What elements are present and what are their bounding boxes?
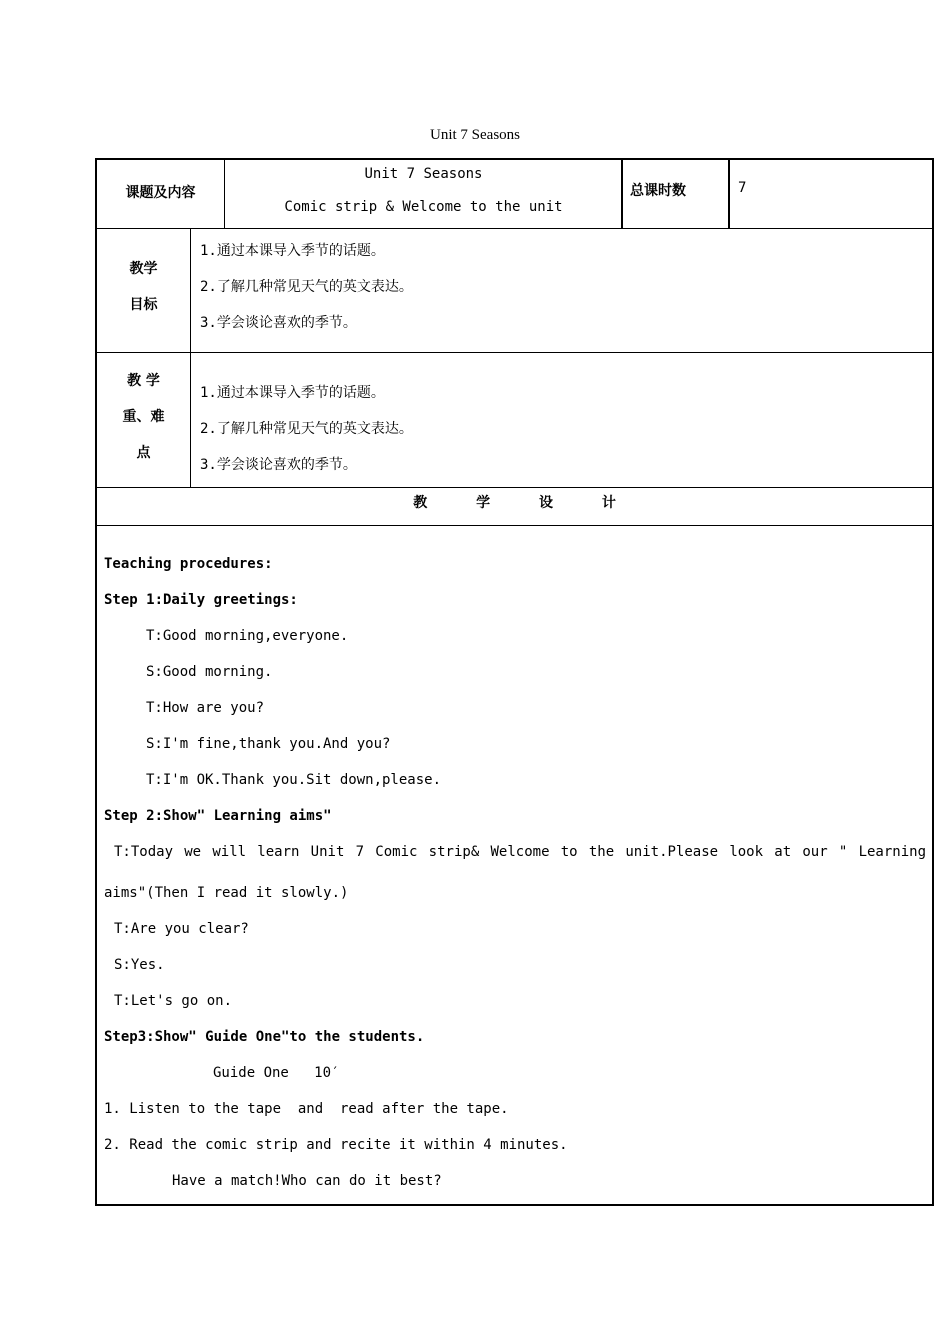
objectives-label: 教学 (129, 261, 158, 277)
topic-line1: Unit 7 Seasons (364, 166, 483, 182)
dialogue-line: S:I'm fine,thank you.And you? (146, 736, 391, 752)
step3-heading: Step3:Show" Guide One"to the students. (104, 1029, 425, 1045)
guide-title: Guide One 10′ (213, 1065, 340, 1081)
objective-item: 3.学会谈论喜欢的季节。 (200, 315, 357, 331)
row-divider (95, 525, 934, 526)
step2-heading: Step 2:Show" Learning aims" (104, 808, 332, 824)
col-divider (621, 158, 623, 228)
row-divider (95, 352, 934, 353)
key-point-item: 3.学会谈论喜欢的季节。 (200, 457, 357, 473)
dialogue-line: aims"(Then I read it slowly.) (104, 885, 349, 901)
topic-line2: Comic strip & Welcome to the unit (284, 199, 563, 215)
dialogue-line: S:Yes. (114, 957, 165, 973)
dialogue-line: T:Let's go on. (114, 993, 233, 1009)
row-divider (95, 487, 934, 488)
guide-item: 1. Listen to the tape and read after the tape. (104, 1101, 509, 1117)
teaching-design-header (95, 492, 934, 512)
col-divider (190, 228, 191, 488)
key-points-label: 重、难 (122, 409, 165, 425)
key-points-label: 教 学 (127, 373, 160, 389)
procedure-heading: Teaching procedures: (104, 556, 273, 572)
objectives-label: 目标 (129, 297, 158, 313)
design-char: 设 (538, 495, 553, 511)
row-divider (95, 228, 934, 229)
dialogue-line: T:Today we will learn Unit 7 Comic strip& Welcome to the unit.Please look at our " Learning (114, 844, 926, 860)
design-char: 计 (601, 495, 616, 511)
objective-item: 1.通过本课导入季节的话题。 (200, 243, 385, 259)
guide-item: 2. Read the comic strip and recite it within 4 minutes. (104, 1137, 568, 1153)
objective-item: 2.了解几种常见天气的英文表达。 (200, 279, 413, 295)
design-char: 教 (413, 495, 428, 511)
design-char: 学 (476, 495, 491, 511)
col-divider (224, 158, 225, 228)
step1-heading: Step 1:Daily greetings: (104, 592, 298, 608)
document-title: Unit 7 Seasons (430, 127, 520, 143)
key-points-label: 点 (136, 445, 151, 461)
hours-value: 7 (738, 180, 747, 196)
col-divider (728, 158, 730, 228)
dialogue-line: T:I'm OK.Thank you.Sit down,please. (146, 772, 442, 788)
dialogue-line: T:How are you? (146, 700, 265, 716)
dialogue-line: T:Are you clear? (114, 921, 249, 937)
key-point-item: 2.了解几种常见天气的英文表达。 (200, 421, 413, 437)
key-point-item: 1.通过本课导入季节的话题。 (200, 385, 385, 401)
hours-label: 总课时数 (630, 183, 686, 199)
guide-note: Have a match!Who can do it best? (172, 1173, 442, 1189)
dialogue-line: T:Good morning,everyone. (146, 628, 349, 644)
dialogue-line: S:Good morning. (146, 664, 273, 680)
topic-label: 课题及内容 (125, 185, 196, 201)
